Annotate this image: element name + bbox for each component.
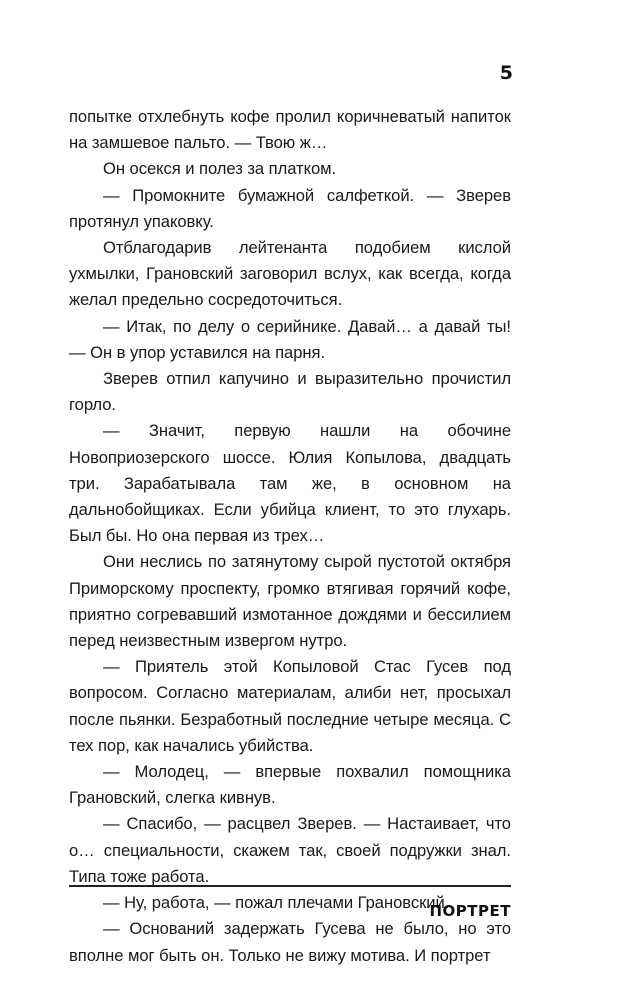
paragraph: Зверев отпил капучино и выразительно прочистил горло. xyxy=(69,369,511,415)
paragraph: — Ну, работа, — пожал плечами Грановский. xyxy=(103,893,450,913)
page-number: 5 xyxy=(499,62,513,84)
paragraph: — Молодец, — впервые похвалил помощника Грановский, слегка кивнув. xyxy=(69,762,511,808)
footer-divider xyxy=(69,885,511,887)
paragraph: — Значит, первую нашли на обочине Новоприозерского шоссе. Юлия Копылова, двадцать три. Зарабатывала там же, в основном на дальнобойщиках. Если убийца клиент, то это глухарь. Был бы. Но она первая из трех… xyxy=(69,421,511,546)
paragraph: Отблагодарив лейтенанта подобием кислой ухмылки, Грановский заговорил вслух, как всегда, когда желал предельно сосредоточиться. xyxy=(69,238,511,310)
paragraph: — Спасибо, — расцвел Зверев. — Настаивает, что о… специальности, скажем так, своей подружки знал. Типа тоже работа. xyxy=(69,814,511,886)
body-text xyxy=(69,104,511,969)
paragraph: — Итак, по делу о серийнике. Давай… а давай ты! — Он в упор уставился на парня. xyxy=(69,316,511,362)
paragraph: — Приятель этой Копыловой Стас Гусев под вопросом. Согласно материалам, алиби нет, просыхал после пьянки. Безработный последние четыре месяца. С тех пор, как начались убийства. xyxy=(69,657,511,755)
paragraph: попытке отхлебнуть кофе пролил коричневатый напиток на замшевое пальто. — Твою ж… xyxy=(69,107,511,153)
paragraph: Он осекся и полез за платком. xyxy=(103,159,337,179)
paragraph: — Промокните бумажной салфеткой. — Зверев протянул упаковку. xyxy=(69,185,511,231)
paragraph: — Оснований задержать Гусева не было, но это вполне мог быть он. Только не вижу мотива. И портрет xyxy=(69,919,511,965)
running-footer-title: ПОРТРЕТ xyxy=(429,902,511,920)
paragraph: Они неслись по затянутому сырой пустотой октября Приморскому проспекту, громко втягивая горячий кофе, приятно согревавший измотанное дождями и бессилием перед неизвестным извергом нутро. xyxy=(69,552,511,651)
